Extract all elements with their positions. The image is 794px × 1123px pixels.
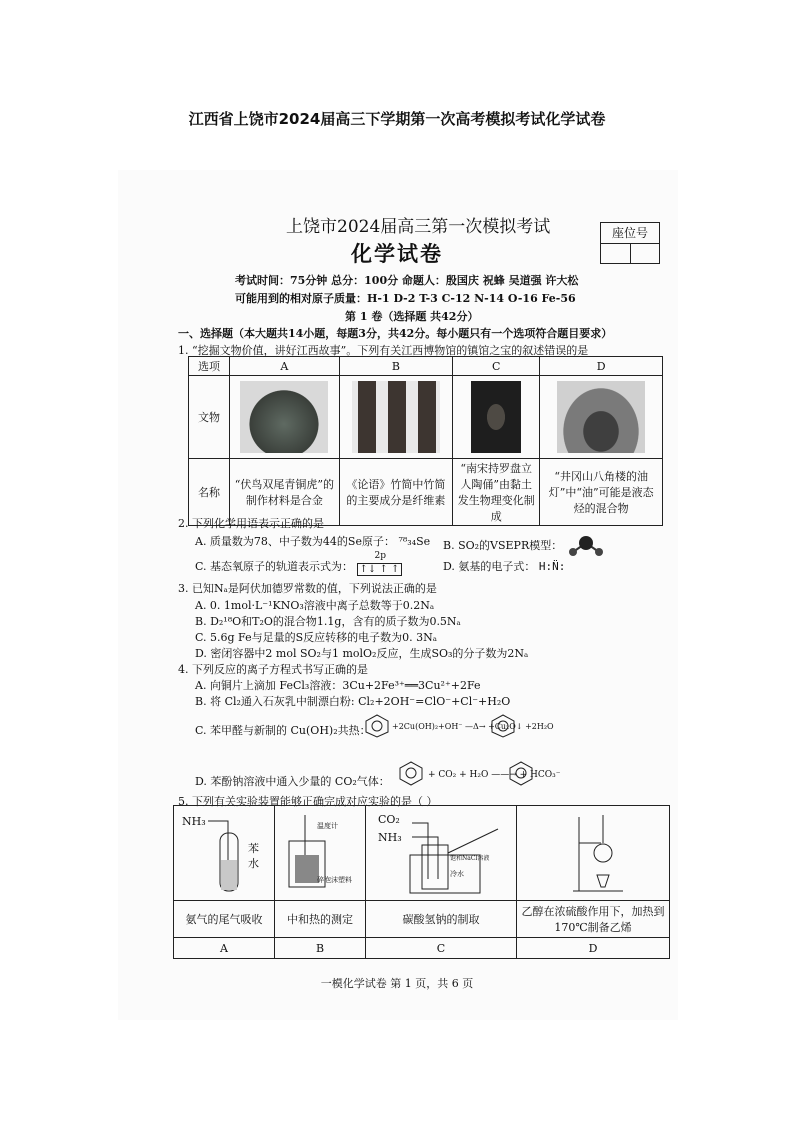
q1-relic-c <box>453 376 540 459</box>
q2-option-c-text: C. 基态氧原子的轨道表示式为： <box>195 560 354 573</box>
label-nh3-c: NH₃ <box>378 831 402 844</box>
oxygen-orbital-diagram <box>357 551 403 575</box>
q1-option-d: D <box>540 357 663 376</box>
q5-apparatus-a <box>174 806 275 901</box>
ethylene-apparatus-icon <box>571 813 631 895</box>
q3-option-b: B. D₂¹⁸O和T₂O的混合物1.1g，含有的质子数为0.5Nₐ <box>195 615 461 628</box>
label-thermometer: 温度计 <box>317 822 338 830</box>
label-nh3: NH₃ <box>182 815 206 828</box>
q1-stem: 1. “挖掘文物价值，讲好江西故事”。下列有关江西博物馆的镇馆之宝的叙述错误的是 <box>178 344 589 357</box>
q2-option-b <box>443 533 606 559</box>
so2-vsepr-model-icon <box>566 533 606 559</box>
q4-option-c <box>195 722 371 738</box>
volume-heading: 第 1 卷（选择题 共42分） <box>345 310 479 323</box>
bamboo-slips-image <box>352 381 440 453</box>
pottery-figurine-image <box>471 381 521 453</box>
q5-apparatus-b <box>275 806 366 901</box>
table-row <box>189 376 663 459</box>
phenol-structure-icon <box>506 756 536 786</box>
benzoate-structure-icon <box>488 712 518 738</box>
q3-option-c: C. 5.6g Fe与足量的S反应转移的电子数为0. 3Nₐ <box>195 631 437 644</box>
q5-option-a: A <box>174 938 275 959</box>
q4-option-d-text: D. 苯酚钠溶液中通入少量的 CO₂气体： <box>195 775 390 788</box>
orbital-boxes: ↑↓ ↑ ↑ <box>357 563 403 576</box>
q2-option-d <box>443 558 565 574</box>
q2-option-c <box>195 551 402 575</box>
label-co2: CO₂ <box>378 813 400 826</box>
exam-title: 上饶市2024届高三第一次模拟考试 <box>286 217 551 237</box>
oil-lamp-image <box>557 381 645 453</box>
seat-number-box <box>600 222 660 264</box>
q4-option-d <box>195 773 390 789</box>
q2-stem: 2. 下列化学用语表示正确的是 <box>178 517 324 530</box>
q3-option-a: A. 0. 1mol·L⁻¹KNO₃溶液中离子总数等于0.2Nₐ <box>195 599 435 612</box>
orbital-label: 2p <box>374 551 387 561</box>
q3-option-d: D. 密闭容器中2 mol SO₂与1 molO₂反应，生成SO₃的分子数为2Nₐ <box>195 647 529 660</box>
q1-option-c: C <box>453 357 540 376</box>
q1-relic-d <box>540 376 663 459</box>
bronze-tiger-image <box>240 381 328 453</box>
q5-apparatus-c <box>366 806 517 901</box>
section-heading: 一、选择题（本大题共14小题，每题3分，共42分。每小题只有一个选项符合题目要求） <box>178 327 613 340</box>
phenoxide-structure-icon <box>396 756 426 786</box>
q1-desc-a: “伏鸟双尾青铜虎”的制作材料是合金 <box>230 459 340 526</box>
q5-caption-a: 氨气的尾气吸收 <box>174 901 275 938</box>
q5-stem: 5. 下列有关实验装置能够正确完成对应实验的是（ ） <box>178 795 438 808</box>
q2-option-a <box>195 533 430 549</box>
subject-title: 化学试卷 <box>351 241 443 266</box>
q5-option-c: C <box>366 938 517 959</box>
q5-caption-b: 中和热的测定 <box>275 901 366 938</box>
q1-row-label-name: 名称 <box>189 459 230 526</box>
label-foam: 碎泡沫塑料 <box>317 876 352 884</box>
q5-option-b: B <box>275 938 366 959</box>
test-tube-apparatus-icon <box>206 815 246 895</box>
q5-caption-d: 乙醇在浓硫酸作用下，加热到170℃制备乙烯 <box>517 901 670 938</box>
q1-option-a: A <box>230 357 340 376</box>
q1-relic-b <box>339 376 452 459</box>
q1-relic-a <box>230 376 340 459</box>
q3-stem: 3. 已知Nₐ是阿伏加德罗常数的值，下列说法正确的是 <box>178 582 437 595</box>
q5-table <box>173 805 670 959</box>
label-cold-water: 冷水 <box>450 870 464 878</box>
q4-option-c-text: C. 苯甲醛与新制的 Cu(OH)₂共热： <box>195 724 371 737</box>
page-footer: 一模化学试卷 第 1 页，共 6 页 <box>320 977 474 990</box>
q5-caption-c: 碳酸氢钠的制取 <box>366 901 517 938</box>
seat-number-label: 座位号 <box>601 223 659 244</box>
table-row <box>174 901 670 938</box>
q5-apparatus-d <box>517 806 670 901</box>
label-nacl-solution: 饱和NaCl溶液 <box>450 855 490 862</box>
q4-option-b: B. 将 Cl₂通入石灰乳中制漂白粉: Cl₂+2OH⁻=ClO⁻+Cl⁻+H₂O <box>195 695 511 708</box>
q2-option-d-text: D. 氨基的电子式： <box>443 560 536 573</box>
q1-option-b: B <box>339 357 452 376</box>
atomic-mass-line: 可能用到的相对原子质量：H-1 D-2 T-3 C-12 N-14 O-16 Fe-56 <box>235 292 576 305</box>
table-row <box>174 938 670 959</box>
exam-meta: 考试时间：75分钟 总分：100分 命题人：殷国庆 祝蜂 吴道强 许大松 <box>235 274 579 287</box>
q4-option-a: A. 向铜片上滴加 FeCl₃溶液：3Cu+2Fe³⁺══3Cu²⁺+2Fe <box>195 679 481 692</box>
table-row <box>174 806 670 901</box>
q1-desc-c: “南宋持罗盘立人陶俑”由黏土发生物理变化制成 <box>453 459 540 526</box>
amino-electron-formula: H:N̈: <box>538 560 566 573</box>
q4-stem: 4. 下列反应的离子方程式书写正确的是 <box>178 663 368 676</box>
q2-option-a-formula: ⁷⁸₃₄Se <box>398 535 431 548</box>
q4-option-d-reaction: + CO₂ + H₂O ——→ + HCO₃⁻ <box>428 770 561 780</box>
benzaldehyde-structure-icon <box>362 712 392 738</box>
q2-option-b-text: B. SO₂的VSEPR模型： <box>443 539 563 552</box>
table-row <box>189 357 663 376</box>
q1-desc-b: 《论语》竹简中竹简的主要成分是纤维素 <box>339 459 452 526</box>
seat-number-cells <box>601 244 659 263</box>
q1-table <box>188 356 663 526</box>
q1-row-label-relic: 文物 <box>189 376 230 459</box>
q4-option-c-reaction: +2Cu(OH)₂+OH⁻ —Δ→ +Cu₂O↓ +2H₂O <box>392 722 554 731</box>
q1-row-label-option: 选项 <box>189 357 230 376</box>
q1-desc-d: “井冈山八角楼的油灯”中“油”可能是液态烃的混合物 <box>540 459 663 526</box>
q2-option-a-text: A. 质量数为78、中子数为44的Se原子： <box>195 535 395 548</box>
label-benzene-water: 苯 水 <box>248 842 259 870</box>
q5-option-d: D <box>517 938 670 959</box>
page-title: 江西省上饶市2024届高三下学期第一次高考模拟考试化学试卷 <box>188 110 606 128</box>
